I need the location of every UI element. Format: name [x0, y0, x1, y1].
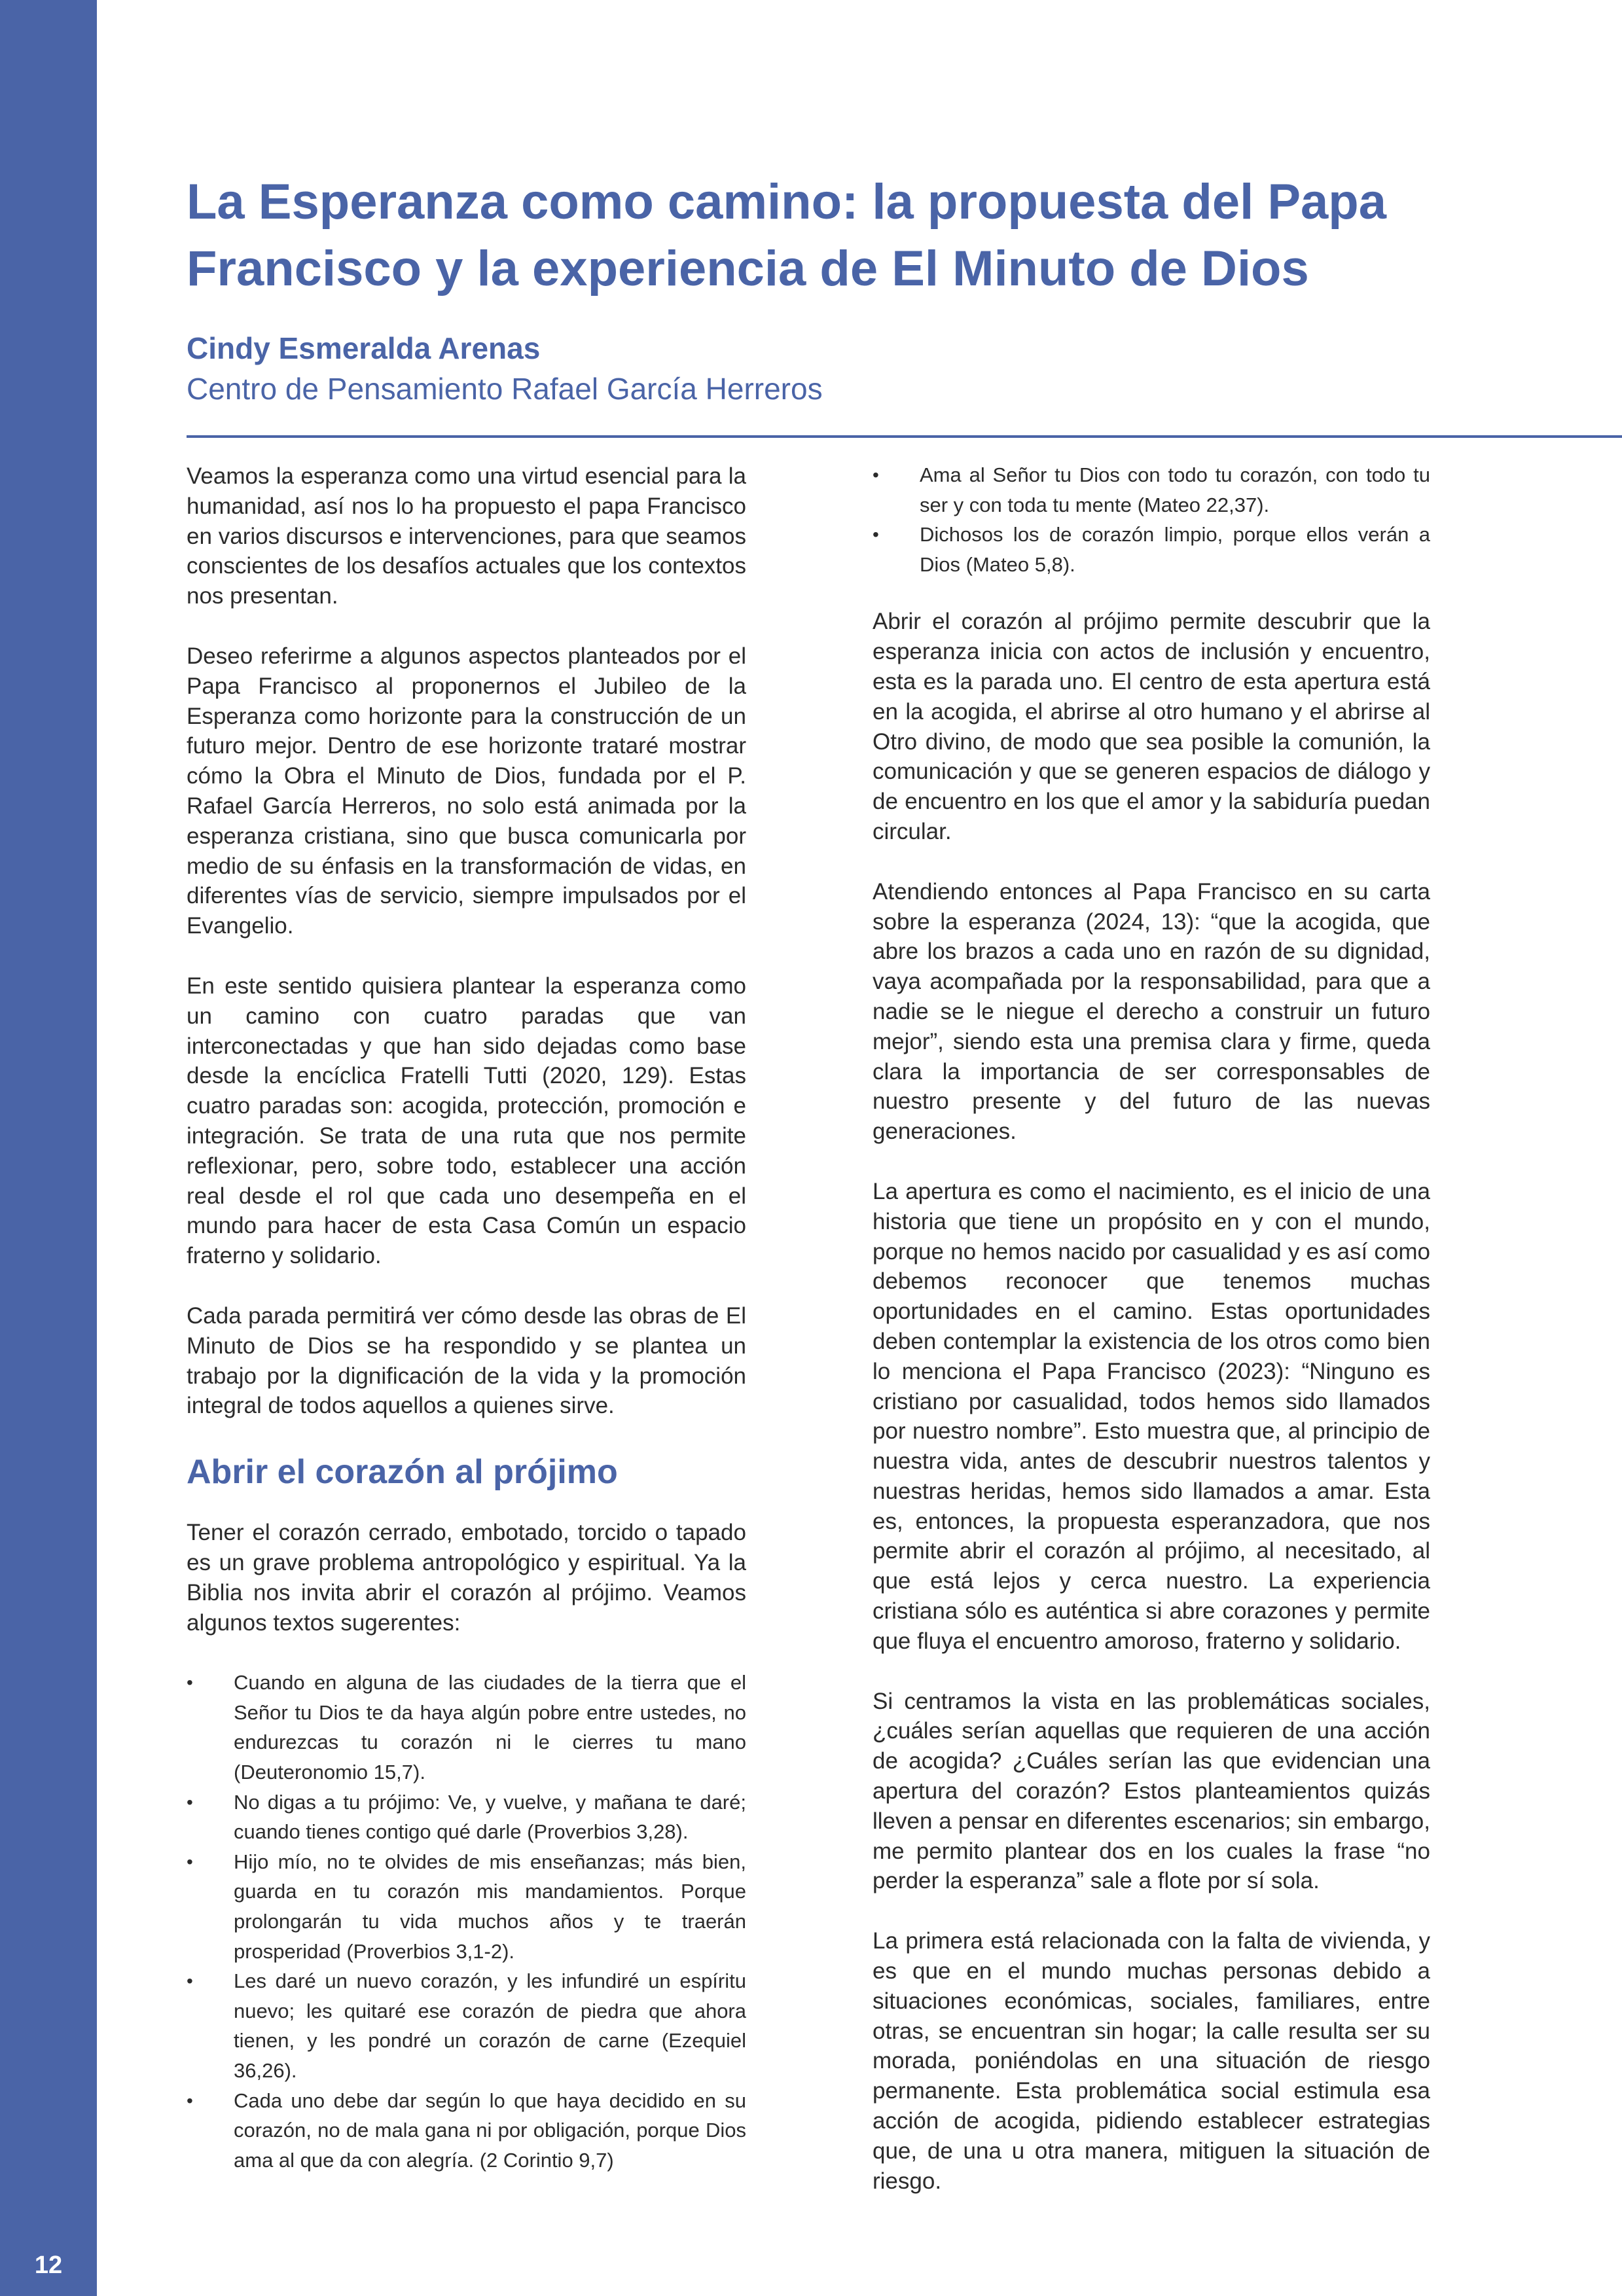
section-heading: Abrir el corazón al prójimo: [187, 1453, 618, 1492]
paragraph: Deseo referirme a algunos aspectos planteados por el Papa Francisco al proponernos el Jubileo de la Esperanza como horizonte para la construcción de un futuro mejor. Dentro de ese horizonte trataré mostrar cómo la Obra el Minuto de Dios, fundada por el P. Rafael García Herreros, no solo está animada por la esperanza cristiana, sino que busca comunicarla por medio de su énfasis en la transformación de vidas, en diferentes vías de servicio, siempre impulsados por el Evangelio.: [187, 643, 746, 939]
paragraph: Veamos la esperanza como una virtud esencial para la humanidad, así nos lo ha propuesto el papa Francisco en varios discursos e intervenciones, para que seamos conscientes de los desafíos actuales que los contextos nos presentan.: [187, 463, 746, 609]
page-sidebar-band: [0, 0, 97, 2296]
list-item: • Cuando en alguna de las ciudades de la tierra que el Señor tu Dios te da haya algún pobre entre ustedes, no endurezcas tu corazón ni le cierres tu mano (Deuteronomio 15,7).: [187, 1668, 746, 1787]
paragraph: Abrir el corazón al prójimo permite descubrir que la esperanza inicia con actos de inclusión y encuentro, esta es la parada uno. El centro de esta apertura está en la acogida, el abrirse al otro humano y el abrirse al Otro divino, de modo que sea posible la comunión, la comunicación y que se generen espacios de diálogo y de encuentro en los que el amor y la sabiduría puedan circular.: [873, 609, 1430, 844]
paragraph: Atendiendo entonces al Papa Francisco en su carta sobre la esperanza (2024, 13): “que la acogida, que abre los brazos a cada uno en razón de su dignidad, vaya acompañada por la responsabilidad, para que a nadie se le niegue el derecho a construir un futuro mejor”, siendo esta una premisa clara y firme, queda clara la importancia de ser corresponsables de nuestro presente y del futuro de las nuevas generaciones.: [873, 878, 1430, 1145]
list-item: • Ama al Señor tu Dios con todo tu corazón, con todo tu ser y con toda tu mente (Mateo 22,37).: [873, 460, 1430, 520]
paragraph: La primera está relacionada con la falta de vivienda, y es que en el mundo muchas personas debido a situaciones económicas, sociales, familiares, entre otras, se encuentran sin hogar; la calle resulta ser su morada, poniéndolas en una situación de riesgo permanente. Esta problemática social estimula esa acción de acogida, pidiendo establecer estrategias que, de una u otra manera, mitiguen la situación de riesgo.: [873, 1928, 1430, 2194]
article-title: La Esperanza como camino: la propuesta del Papa Francisco y la experiencia de El Minuto de Dios: [187, 174, 1386, 296]
header-divider: [187, 435, 1622, 438]
paragraph: La apertura es como el nacimiento, es el inicio de una historia que tiene un propósito en y con el mundo, porque no hemos nacido por casualidad y es así como debemos reconocer que tenemos muchas oportunidades en el camino. Estas oportunidades deben contemplar la existencia de los otros como bien lo menciona el Papa Francisco (2023): “Ninguno es cristiano por casualidad, todos hemos sido llamados por nuestro nombre”. Esto muestra que, al principio de nuestra vida, antes de descubrir nuestros talentos y nuestras heridas, hemos sido llamados a amar. Esta es, entonces, la propuesta esperanzadora, que nos permite abrir el corazón al prójimo, al necesitado, al que está lejos y cerca nuestro. La experiencia cristiana sólo es auténtica si abre corazones y permite que fluya el encuentro amoroso, fraterno y solidario.: [873, 1178, 1430, 1654]
author-affiliation: Centro de Pensamiento Rafael García Herreros: [187, 372, 823, 406]
bible-quote-list: [187, 1668, 746, 2175]
paragraph: En este sentido quisiera plantear la esperanza como un camino con cuatro paradas que van interconectadas y que han sido dejadas como base desde la encíclica Fratelli Tutti (2020, 129). Estas cuatro paradas son: acogida, protección, promoción e integración. Se trata de una ruta que nos permite reflexionar, pero, sobre todo, establecer una acción real desde el rol que cada uno desempeña en el mundo para hacer de esta Casa Común un espacio fraterno y solidario.: [187, 973, 746, 1269]
right-column: [873, 460, 1430, 2226]
paragraph: Cada parada permitirá ver cómo desde las obras de El Minuto de Dios se ha respondido y se plantea un trabajo por la dignificación de la vida y la promoción integral de todos aquellos a quienes sirve.: [187, 1302, 746, 1419]
list-item: • Les daré un nuevo corazón, y les infundiré un espíritu nuevo; les quitaré ese corazón de piedra que ahora tienen, y les pondré un corazón de carne (Ezequiel 36,26).: [187, 1966, 746, 2085]
list-item: • Dichosos los de corazón limpio, porque ellos verán a Dios (Mateo 5,8).: [873, 520, 1430, 579]
list-item: • No digas a tu prójimo: Ve, y vuelve, y mañana te daré; cuando tienes contigo qué darle (Proverbios 3,28).: [187, 1787, 746, 1847]
section-intro: Tener el corazón cerrado, embotado, torcido o tapado es un grave problema antropológico y espiritual. Ya la Biblia nos invita abrir el corazón al prójimo. Veamos algunos textos sugerentes:: [187, 1520, 746, 1636]
list-item: • Cada uno debe dar según lo que haya decidido en su corazón, no de mala gana ni por obligación, porque Dios ama al que da con alegría. (2 Corintio 9,7): [187, 2086, 746, 2176]
bible-quote-list: [873, 460, 1430, 579]
left-column: [187, 461, 746, 2205]
article-author: Cindy Esmeralda Arenas: [187, 331, 541, 365]
list-item: • Hijo mío, no te olvides de mis enseñanzas; más bien, guarda en tu corazón mis mandamientos. Porque prolongarán tu vida muchos años y te traerán prosperidad (Proverbios 3,1-2).: [187, 1847, 746, 1966]
paragraph: Si centramos la vista en las problemáticas sociales, ¿cuáles serían aquellas que requieren de una acción de acogida? ¿Cuáles serían las que evidencian una apertura del corazón? Estos planteamientos quizás lleven a pensar en diferentes escenarios; sin embargo, me permito plantear dos en los cuales la frase “no perder la esperanza” sale a flote por sí sola.: [873, 1688, 1430, 1894]
page-number: 12: [34, 2251, 63, 2279]
